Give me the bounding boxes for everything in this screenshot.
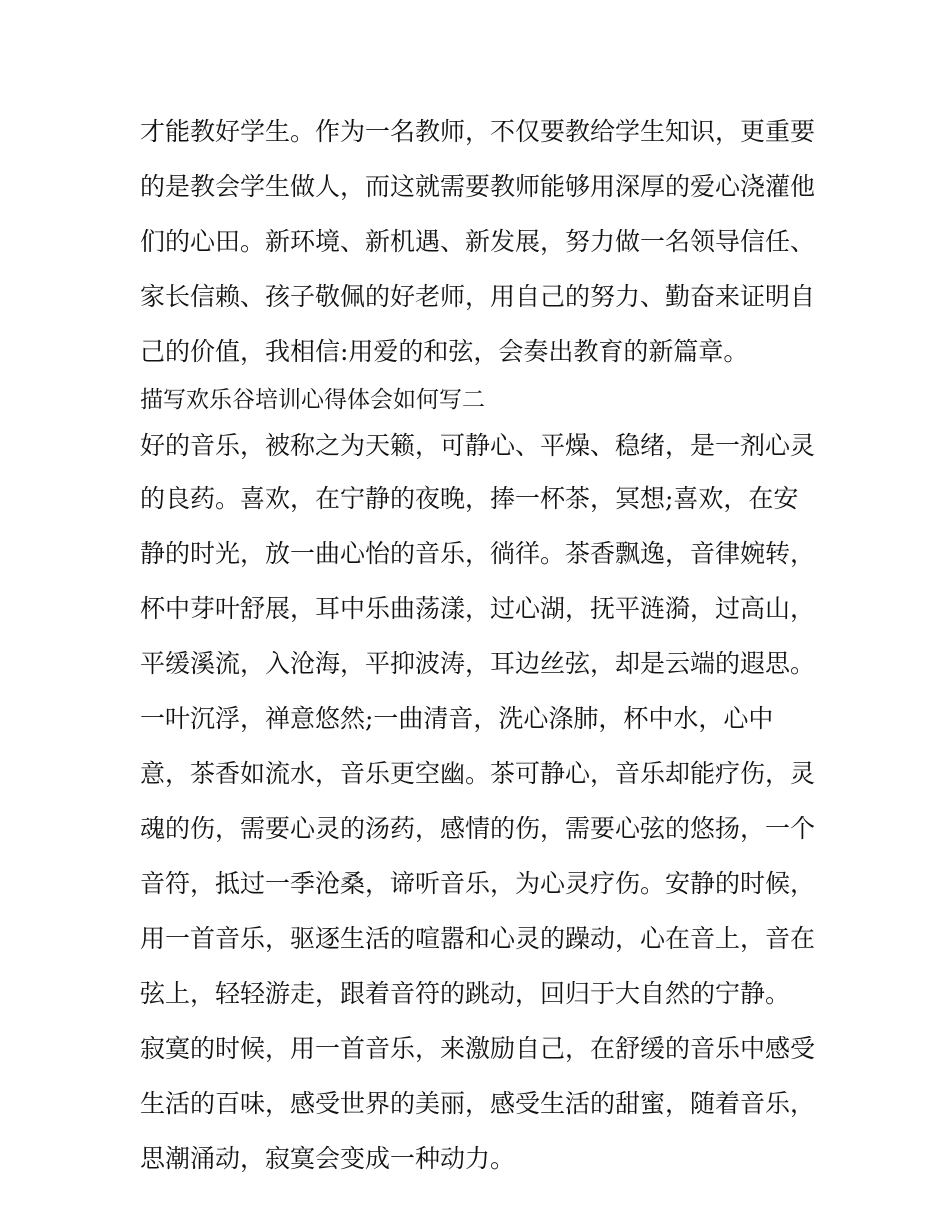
paragraph-line: 平缓溪流，入沧海，平抑波涛，耳边丝弦，却是云端的遐思。 (140, 649, 816, 678)
paragraph-line: 的良药。喜欢，在宁静的夜晚，捧一杯茶，冥想;喜欢，在安 (140, 484, 799, 513)
paragraph-line: 思潮涌动，寂寞会变成一种动力。 (140, 1144, 516, 1173)
paragraph-line: 好的音乐，被称之为天籁，可静心、平燥、稳绪，是一剂心灵 (140, 431, 816, 460)
paragraph-line: 杯中芽叶舒展，耳中乐曲荡漾，过心湖，抚平涟漪，过高山， (140, 594, 816, 623)
section-heading: 描写欢乐谷培训心得体会如何写二 (140, 387, 485, 413)
paragraph-line: 静的时光，放一曲心怡的音乐，徜徉。茶香飘逸，音律婉转， (140, 539, 816, 568)
paragraph-line: 生活的百味，感受世界的美丽，感受生活的甜蜜，随着音乐， (140, 1089, 816, 1118)
paragraph-line: 魂的伤，需要心灵的汤药，感情的伤，需要心弦的悠扬，一个 (140, 814, 816, 843)
paragraph-line: 意，茶香如流水，音乐更空幽。茶可静心，音乐却能疗伤，灵 (140, 759, 816, 788)
paragraph-line: 一叶沉浮，禅意悠然;一曲清音，洗心涤肺，杯中水，心中 (140, 704, 774, 733)
paragraph-line: 才能教好学生。作为一名教师，不仅要教给学生知识，更重要 (140, 117, 816, 146)
paragraph-line: 用一首音乐，驱逐生活的喧嚣和心灵的躁动，心在音上，音在 (140, 924, 816, 953)
document-body (140, 104, 830, 1186)
paragraph-line: 寂寞的时候，用一首音乐，来激励自己，在舒缓的音乐中感受 (140, 1034, 816, 1063)
paragraph-line: 们的心田。新环境、新机遇、新发展，努力做一名领导信任、 (140, 227, 816, 256)
paragraph-line: 的是教会学生做人，而这就需要教师能够用深厚的爱心浇灌他 (140, 172, 816, 201)
paragraph-line: 己的价值，我相信:用爱的和弦，会奏出教育的新篇章。 (140, 337, 749, 366)
paragraph-line: 音符，抵过一季沧桑，谛听音乐，为心灵疗伤。安静的时候， (140, 869, 816, 898)
paragraph-line: 弦上，轻轻游走，跟着音符的跳动，回归于大自然的宁静。 (140, 979, 791, 1008)
paragraph-line: 家长信赖、孩子敬佩的好老师，用自己的努力、勤奋来证明自 (140, 282, 816, 311)
